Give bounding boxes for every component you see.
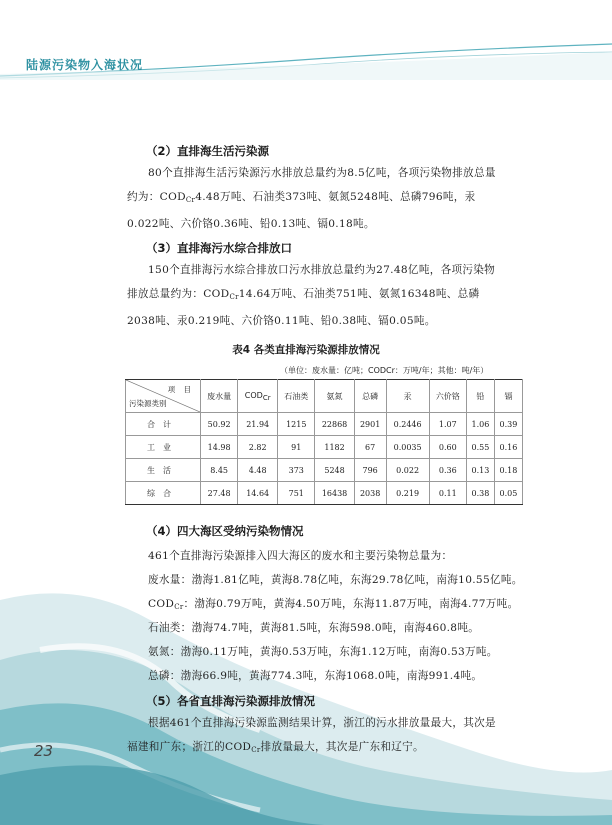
table-cell: 0.16 <box>494 436 522 459</box>
header-cell: 石油类 <box>278 380 315 413</box>
table-cell: 1215 <box>278 413 315 436</box>
table-cell: 5248 <box>315 459 354 482</box>
corner-top-label: 项 目 <box>167 385 194 394</box>
section4-wastewater: 废水量：渤海1.81亿吨，黄海8.78亿吨，东海29.78亿吨，南海10.55亿吨。 <box>148 574 523 586</box>
section4-phosphorus: 总磷：渤海66.9吨，黄海774.3吨，东海1068.0吨，南海991.4吨。 <box>148 670 483 682</box>
table-cell: 751 <box>278 482 315 505</box>
table-caption: 表4 各类直排海污染源排放情况 <box>232 344 380 356</box>
table-cell: 2901 <box>354 413 386 436</box>
table-row <box>126 436 523 459</box>
table-cell: 0.022 <box>386 459 429 482</box>
table-cell: 0.55 <box>466 436 494 459</box>
header-cell: 废水量 <box>201 380 238 413</box>
table-row <box>126 459 523 482</box>
section4-ammonia: 氨氮：渤海0.11万吨，黄海0.53万吨，东海1.12万吨，南海0.53万吨。 <box>148 646 498 658</box>
table-cell: 21.94 <box>238 413 278 436</box>
section4-intro: 461个直排海污染源排入四大海区的废水和主要污染物总量为： <box>148 550 453 562</box>
table-cell: 0.0035 <box>386 436 429 459</box>
table-cell: 373 <box>278 459 315 482</box>
table-header-row <box>126 380 523 413</box>
table-cell: 0.38 <box>466 482 494 505</box>
table-cell: 91 <box>278 436 315 459</box>
table-cell: 1.06 <box>466 413 494 436</box>
table-cell: 0.13 <box>466 459 494 482</box>
chapter-title: 陆源污染物入海状况 <box>26 58 144 72</box>
table-cell: 0.219 <box>386 482 429 505</box>
table-cell: 27.48 <box>201 482 238 505</box>
table-cell: 8.45 <box>201 459 238 482</box>
table-cell: 0.18 <box>494 459 522 482</box>
table-cell: 1.07 <box>429 413 466 436</box>
table-row <box>126 413 523 436</box>
section3-paragraph: 150个直排海污水综合排放口污水排放总量约为27.48亿吨，各项污染物排放总量约为：$COD_{Cr}14.64$万吨、石油类751吨、氨氮16348吨、总磷2038吨、汞0.219吨、六价铬0.11吨、铅0.38吨、镉0.05吨。 <box>127 264 496 327</box>
header-cell: 总磷 <box>354 380 386 413</box>
header-cell: 氨氮 <box>315 380 354 413</box>
header-cell: 汞 <box>386 380 429 413</box>
row-label: 工业 <box>126 436 201 459</box>
table-cell: 2038 <box>354 482 386 505</box>
table-cell: 67 <box>354 436 386 459</box>
table-cell: 22868 <box>315 413 354 436</box>
table-cell: 50.92 <box>201 413 238 436</box>
table-cell: 4.48 <box>238 459 278 482</box>
table-cell: 14.64 <box>238 482 278 505</box>
table-cell: 796 <box>354 459 386 482</box>
section5-paragraph: 根据461个直排海污染源监测结果计算，浙江的污水排放量最大，其次是福建和广东；浙江的$COD_{Cr}$排放量最大，其次是广东和辽宁。 <box>127 717 496 754</box>
header-cell: 铅 <box>466 380 494 413</box>
table-unit-note: （单位：废水量：亿吨；CODCr：万吨/年；其他：吨/年） <box>280 366 489 375</box>
table-row <box>126 482 523 505</box>
table-cell: 0.05 <box>494 482 522 505</box>
section5-heading: （5）各省直排海污染源排放情况 <box>146 694 315 708</box>
table-cell: 0.11 <box>429 482 466 505</box>
row-label: 合计 <box>126 413 201 436</box>
table-cell: 14.98 <box>201 436 238 459</box>
section3-heading: （3）直排海污水综合排放口 <box>146 241 293 255</box>
header-cell: 镉 <box>494 380 522 413</box>
row-label: 综合 <box>126 482 201 505</box>
table-cell: 0.36 <box>429 459 466 482</box>
section2-heading: （2）直排海生活污染源 <box>146 144 270 158</box>
pollution-table <box>125 379 523 505</box>
section4-oil: 石油类：渤海74.7吨，黄海81.5吨，东海598.0吨，南海460.8吨。 <box>148 622 480 634</box>
header-cell: 六价铬 <box>429 380 466 413</box>
corner-bottom-label: 污染源类别 <box>129 399 167 408</box>
table-cell: 0.39 <box>494 413 522 436</box>
section4-cod: $COD_{Cr}$：渤海0.79万吨，黄海4.50万吨，东海11.87万吨，南海4.77万吨。 <box>148 598 519 611</box>
table-corner-cell <box>126 380 201 413</box>
section2-paragraph: 80个直排海生活污染源污水排放总量约为8.5亿吨，各项污染物排放总量约为：$COD_{Cr}4.48$万吨、石油类373吨、氨氮5248吨、总磷796吨，汞0.022吨、六价铬0.36吨、铅0.13吨、镉0.18吨。 <box>127 167 496 230</box>
table-cell: 2.82 <box>238 436 278 459</box>
row-label: 生活 <box>126 459 201 482</box>
header-cell-cod: $COD_{Cr}$ <box>238 380 278 413</box>
table-cell: 0.2446 <box>386 413 429 436</box>
table-cell: 1182 <box>315 436 354 459</box>
table-cell: 16438 <box>315 482 354 505</box>
page-number: 23 <box>34 742 54 760</box>
table-cell: 0.60 <box>429 436 466 459</box>
section4-heading: （4）四大海区受纳污染物情况 <box>146 524 304 538</box>
